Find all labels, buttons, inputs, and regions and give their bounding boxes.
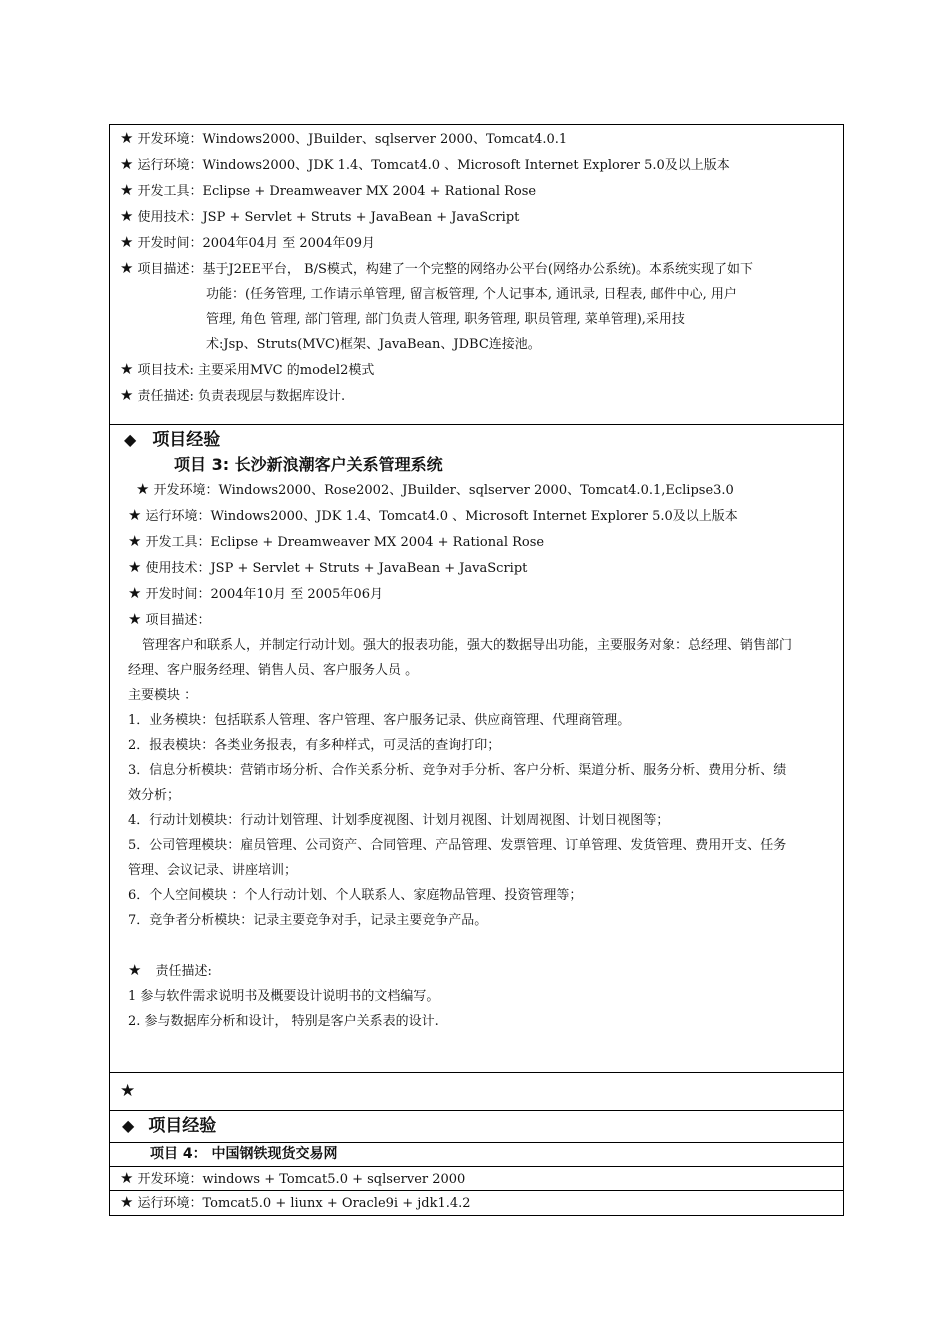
star-icon: ★ <box>120 259 134 277</box>
star-icon: ★ <box>128 961 142 979</box>
star-icon: ★ <box>128 610 142 628</box>
b2-line-4: ★ 开发时间：2004年10月 至 2005年06月 <box>128 584 383 602</box>
module-item: 6．个人空间模块 ：个人行动计划、个人联系人、家庭物品管理、投资管理等； <box>128 888 583 903</box>
b1-wrap-1: 管理, 角色 管理, 部门管理, 部门负责人管理, 职务管理, 职员管理, 菜单管理),采用技 <box>206 312 685 327</box>
module-item: 管理、会议记录、讲座培训； <box>128 863 298 878</box>
resp-item: 1 参与软件需求说明书及概要设计说明书的文档编写。 <box>128 989 440 1004</box>
diamond-icon: ◆ <box>122 1116 135 1135</box>
module-item: 7．竞争者分析模块：记录主要竞争对手，记录主要竞争产品。 <box>128 913 488 928</box>
empty-star-cell <box>110 1073 843 1111</box>
b1-wrap-2: 术:Jsp、Struts(MVC)框架、JavaBean、JDBC连接池。 <box>206 337 541 352</box>
modules-label: 主要模块 ： <box>128 688 198 703</box>
b4-line-0: ★ 开发环境：windows + Tomcat5.0 + sqlserver 2000 <box>120 1169 466 1187</box>
star-icon: ★ <box>120 1081 136 1101</box>
b4-line-1: ★ 运行环境：Tomcat5.0 + liunx + Oracle9i + jdk1.4.2 <box>120 1193 471 1211</box>
b1-line-2: ★ 开发工具：Eclipse + Dreamweaver MX 2004 + Rational Rose <box>120 181 537 199</box>
b1-wrap-0: 功能：(任务管理, 工作请示单管理, 留言板管理, 个人记事本, 通讯录, 日程表, 邮件中心, 用户 <box>206 287 737 302</box>
module-item: 5．公司管理模块：雇员管理、公司资产、合同管理、产品管理、发票管理、订单管理、发货管理、费用开支、任务 <box>128 838 787 853</box>
star-icon: ★ <box>120 233 134 251</box>
b2-desc-1: 管理客户和联系人，并制定行动计划。强大的报表功能，强大的数据导出功能，主要服务对象：总经理、销售部门 <box>142 638 793 653</box>
project-title: 项目 4： 中国钢铁现货交易网 <box>150 1146 338 1162</box>
b2-line-5: ★ 项目描述： <box>128 610 211 628</box>
b1-line-3: ★ 使用技术：JSP + Servlet + Struts + JavaBean + JavaScript <box>120 207 520 225</box>
project-4-title-cell <box>110 1143 843 1167</box>
project-2-cell <box>110 125 843 425</box>
b2-desc-2: 经理、客户服务经理、销售人员、客户服务人员 。 <box>128 663 419 678</box>
star-icon: ★ <box>120 1193 134 1211</box>
b1-tail-0: ★ 项目技术: 主要采用MVC 的model2模式 <box>120 360 375 378</box>
star-icon: ★ <box>120 129 134 147</box>
section-heading: ◆ 项目经验 <box>124 430 221 450</box>
b1-line-0: ★ 开发环境：Windows2000、JBuilder、sqlserver 2000、Tomcat4.0.1 <box>120 129 568 147</box>
diamond-icon: ◆ <box>124 430 137 449</box>
star-icon: ★ <box>120 1169 134 1187</box>
star-icon: ★ <box>136 480 150 498</box>
project-4-run-cell <box>110 1191 843 1215</box>
project-4-env-cell <box>110 1167 843 1191</box>
b2-line-3: ★ 使用技术：JSP + Servlet + Struts + JavaBean + JavaScript <box>128 558 528 576</box>
star-icon: ★ <box>120 155 134 173</box>
b2-line-2: ★ 开发工具：Eclipse + Dreamweaver MX 2004 + Rational Rose <box>128 532 545 550</box>
b2-line-1: ★ 运行环境：Windows2000、JDK 1.4、Tomcat4.0 、Microsoft Internet Explorer 5.0及以上版本 <box>128 506 738 524</box>
project-4-heading-cell <box>110 1111 843 1143</box>
star-only <box>110 1073 843 1111</box>
resp-label: ★ 责任描述: <box>128 961 212 979</box>
star-icon: ★ <box>128 506 142 524</box>
spacer <box>110 933 843 958</box>
module-item: 效分析； <box>128 788 181 803</box>
b1-line-5: ★ 项目描述：基于J2EE平台， B/S模式，构建了一个完整的网络办公平台(网络办公系统)。本系统实现了如下 <box>120 259 754 277</box>
b1-line-1: ★ 运行环境：Windows2000、JDK 1.4、Tomcat4.0 、Microsoft Internet Explorer 5.0及以上版本 <box>120 155 730 173</box>
star-icon: ★ <box>120 207 134 225</box>
star-icon: ★ <box>120 386 134 404</box>
module-item: 2．报表模块：各类业务报表，有多种样式，可灵活的查询打印； <box>128 738 501 753</box>
resp-item: 2. 参与数据库分析和设计， 特别是客户关系表的设计. <box>128 1014 439 1029</box>
resume-table <box>109 124 844 1216</box>
b1-line-4: ★ 开发时间：2004年04月 至 2004年09月 <box>120 233 375 251</box>
module-item: 1．业务模块：包括联系人管理、客户管理、客户服务记录、供应商管理、代理商管理。 <box>128 713 631 728</box>
star-icon: ★ <box>120 360 134 378</box>
b2-line-0: ★ 开发环境：Windows2000、Rose2002、JBuilder、sqlserver 2000、Tomcat4.0.1,Eclipse3.0 <box>136 480 734 498</box>
b1-tail-1: ★ 责任描述: 负责表现层与数据库设计. <box>120 386 346 404</box>
star-icon: ★ <box>128 584 142 602</box>
project-3-cell <box>110 425 843 1073</box>
star-icon: ★ <box>120 181 134 199</box>
project-title: 项目 3: 长沙新浪潮客户关系管理系统 <box>174 455 443 474</box>
section-heading: ◆ 项目经验 <box>122 1116 217 1136</box>
star-icon: ★ <box>128 532 142 550</box>
star-icon: ★ <box>128 558 142 576</box>
module-item: 3．信息分析模块：营销市场分析、合作关系分析、竞争对手分析、客户分析、渠道分析、服务分析、费用分析、绩 <box>128 763 787 778</box>
module-item: 4．行动计划模块：行动计划管理、计划季度视图、计划月视图、计划周视图、计划日视图等； <box>128 813 670 828</box>
